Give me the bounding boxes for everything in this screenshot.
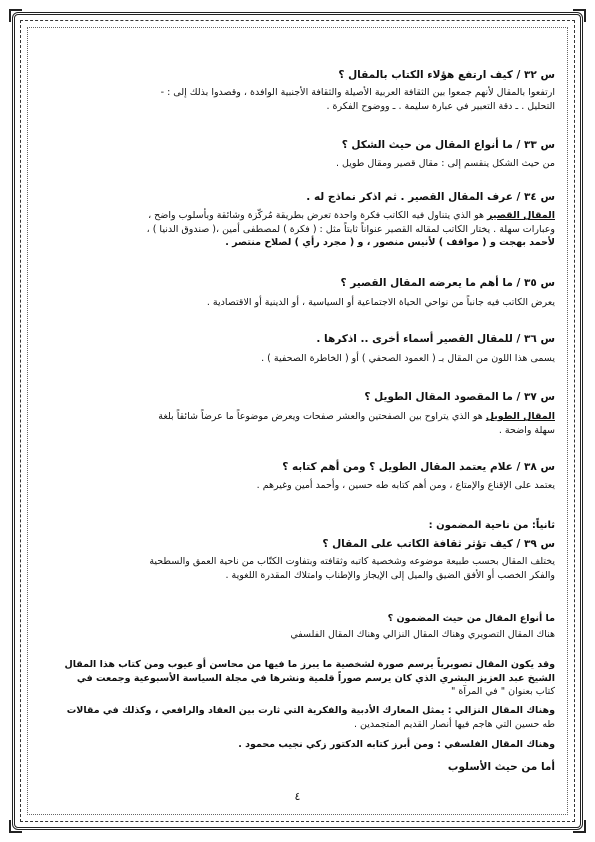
answer-line: يعتمد على الإقناع والإمتاع ، ومن أهم كتابه طه حسين ، وأحمد أمين وغيرهم . xyxy=(256,480,555,491)
answer-line: سهلة واضحة . xyxy=(498,424,555,436)
question-block xyxy=(40,390,555,437)
paragraph-line: كتاب بعنوان " في المرآة " xyxy=(450,686,555,697)
answer-line: يسمى هذا اللون من المقال بـ ( العمود الصحفي ) أو ( الخاطرة الصحفية ) . xyxy=(261,353,555,364)
paragraph-line: وهناك المقال الفلسفي : ومن أبرز كتابه الدكتور زكي نجيب محمود . xyxy=(238,739,555,750)
subheading: ما أنواع المقال من حيث المضمون ؟ xyxy=(387,613,555,624)
question-heading: س ٣٤ / عرف المقال القصير . ثم اذكر نماذج له . xyxy=(306,191,555,203)
corner-ornament-icon xyxy=(8,818,24,834)
answer-line: يعرض الكاتب فيه جانباً من نواحي الحياة الاجتماعية أو السياسية ، أو الدينية أو الاقتصادية . xyxy=(206,297,555,308)
corner-ornament-icon xyxy=(8,8,24,24)
question-block xyxy=(40,276,555,310)
answer-line: لأحمد بهجت و ( مواقف ) لأنيس منصور ، و ( مجرد رأي ) لصلاح منتصر . xyxy=(225,237,555,248)
answer-line: من حيث الشكل ينقسم إلى : مقال قصير ومقال طويل . xyxy=(336,158,555,169)
paragraph-line: الشيخ عبد العزيز البشري الذي كان يرسم صوراً قلمية ونشرها في مجلة السياسة الأسبوعية وجمعت في xyxy=(76,672,555,684)
paragraph-line: وهناك المقال النزالي : يمثل المعارك الأدبية والفكرية التي ثارت بين العقاد والرافعي ، وكذلك في مقالات xyxy=(66,705,555,716)
section-heading: ثانياً: من ناحية المضمون : xyxy=(428,520,555,531)
answer-line: يختلف المقال بحسب طبيعة موضوعه وشخصية كاتبه وثقافته وبتفاوت الكتّاب من ناحية العمق والسطحية xyxy=(149,556,555,567)
question-block xyxy=(40,68,555,113)
paragraph-line: طه حسين التي هاجم فيها أنصار القديم المتجمدين . xyxy=(353,718,555,730)
question-heading: س ٣٧ / ما المقصود المقال الطويل ؟ xyxy=(364,391,555,403)
page-number: ٤ xyxy=(294,790,301,803)
paragraph-block xyxy=(40,760,555,774)
types-block xyxy=(40,612,555,641)
paragraph-block xyxy=(40,704,555,731)
question-block xyxy=(40,520,555,582)
question-heading: س ٣٩ / كيف تؤثر ثقافة الكاتب على المقال ؟ xyxy=(322,538,555,550)
question-heading: س ٣٨ / علام يعتمد المقال الطويل ؟ ومن أهم كتابه ؟ xyxy=(282,461,555,473)
question-heading: س ٣٢ / كيف ارتفع هؤلاء الكتاب بالمقال ؟ xyxy=(338,69,555,81)
answer-line: والفكر الخصب أو الأفق الضيق والميل إلى الإيجاز والإطناب وامتلاك المقدرة اللغوية . xyxy=(225,569,555,581)
question-block xyxy=(40,138,555,171)
question-block xyxy=(40,460,555,493)
question-heading: س ٣٥ / ما أهم ما يعرضه المقال القصير ؟ xyxy=(340,277,555,289)
question-block xyxy=(40,332,555,366)
answer-line: المقال الطويل هو الذي يتراوح بين الصفحتين والعشر صفحات ويعرض موضوعاً ما عرضاً شائقاً بلغة xyxy=(158,411,555,422)
paragraph-block xyxy=(40,658,555,699)
answer-line: هناك المقال التصويري وهناك المقال النزالي وهناك المقال الفلسفي xyxy=(290,628,555,640)
paragraph-block xyxy=(40,738,555,752)
answer-line: التحليل . ـ دقة التعبير في عبارة سليمة . ـ ووضوح الفكرة . xyxy=(326,100,555,112)
term-label: المقال القصير xyxy=(487,210,555,221)
answer-line: وعبارات سهلة . يختار الكاتب لمقاله القصير عنواناً ثابتاً مثل : ( فكرة ) لمصطفى أمين ،( صندوق الدنيا ) ، xyxy=(146,223,555,235)
corner-ornament-icon xyxy=(571,8,587,24)
answer-line: ارتفعوا بالمقال لأنهم جمعوا بين الثقافة العربية الأصيلة والثقافة الأجنبية الوافدة ، وقصدوا بذلك إلى : - xyxy=(160,87,555,98)
answer-line: المقال القصير هو الذي يتناول فيه الكاتب فكرة واحدة تعرض بطريقة مُركّزة وشائقة وبأسلوب واضح ، xyxy=(148,210,555,221)
question-block xyxy=(40,190,555,250)
corner-ornament-icon xyxy=(571,818,587,834)
question-heading: س ٣٦ / للمقال القصير أسماء أخرى .. اذكرها . xyxy=(316,333,555,345)
question-heading: س ٣٣ / ما أنواع المقال من حيث الشكل ؟ xyxy=(341,139,555,151)
term-label: المقال الطويل xyxy=(485,411,555,422)
subheading: أما من حيث الأسلوب xyxy=(447,761,555,773)
paragraph-line: وقد يكون المقال تصويرياً يرسم صورة لشخصية ما يبرز ما فيها من محاسن أو عيوب ومن كتاب هذا المقال xyxy=(64,659,555,670)
